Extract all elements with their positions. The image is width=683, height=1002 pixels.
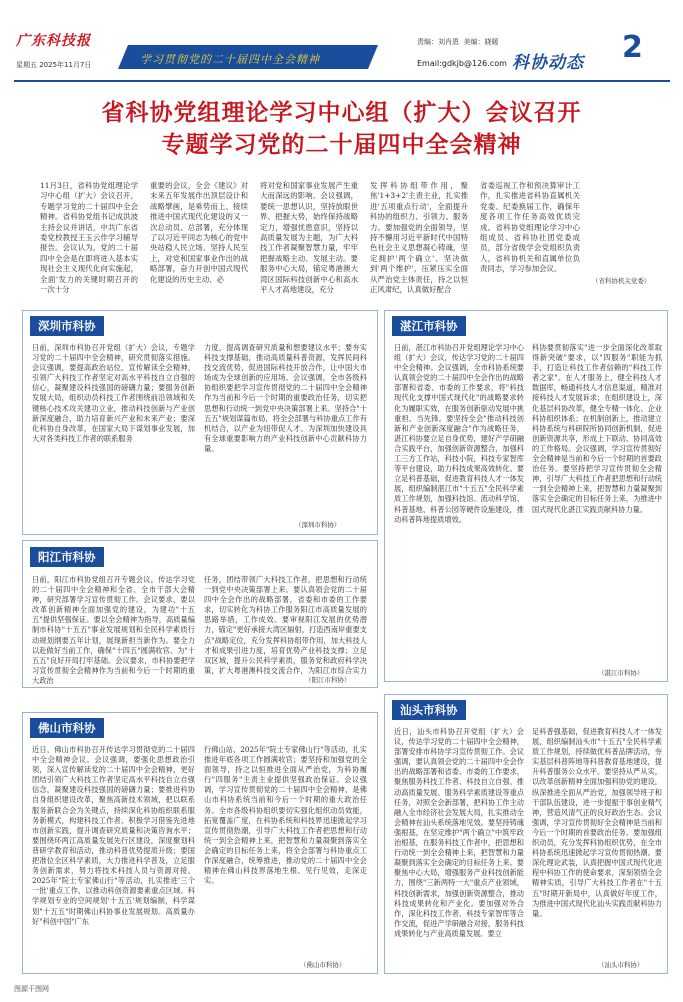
shantou-title: 汕头市科协 [392, 700, 466, 720]
lead-column-1: 11月3日，省科协党组理论学习中心组（扩大）会议召开，专题学习党的二十届四中全会精神。省科协党组书记成洪波主持会议并讲话，中共广东省委党校教授王玉云作学习辅导报告。会议认为，党的二十届四中全会是在即将进入基本实现社会主义现代化向实施起，全面'发力的关键时期召开的一次十分 [40, 181, 138, 295]
lead-signature: （省科协机关党委） [592, 277, 651, 285]
image-credit: 图源千图网 [14, 985, 49, 993]
zhanjiang-title: 湛江市科协 [392, 316, 466, 336]
lead-column-4: 发挥科协组带作用，聚焦'1+3+2'主责主业，扎实推进'五项重点行动'，全面提升科协的组织力、引领力、服务力。要加强党的全面领导，坚持不懈用习近平新时代中国特色社会主义思想凝心铸魂，坚定拥护'两个确立'、坚决做到'两个维护'，压紧压实全面从严治党主体责任，持之以恒正风肃纪，认真做好配合 [370, 181, 468, 295]
zhanjiang-text-2: 科协要贯彻落实"进一步全面深化改革取得新突破"要求，以"四服务"职能为抓手，打造让科技工作者信赖的"科技工作者之家"。在人才服务上，健全科技人才数据库，畅通科技人才信息渠道，精准对接科技人才发展诉求；在组织建设上，深化基层科协改革，健全专精一体化、企业科协组织体系；在机制创新上，推动建立科协系统与科研院所协同创新机制，促进创新资源共享，形成上下联动、协同高效的工作格局。会议强调，学习宣传贯彻好全会精神是当前和今后一个时期的首要政治任务。要坚持把学习宣传贯彻全会精神，引导广大科技工作者把思想和行动统一到全会精神上来，把智慧和力量凝聚到落实全会确定的目标任务上来，为推进中国式现代化湛江实践贡献科协力量。 [532, 343, 662, 514]
lead-column-3: 将对党和国家事业发展产生重大而深远的影响。会议强调，要统一思想认识，坚持放眼世界、把握大势，始终保持战略定力，增强忧患意识，坚持以高质量发展为主题，为广大科技工作者凝聚智慧力量，牢牢把握战略主动、发展主动。要服务中心大局，锚定粤港澳大湾区国际科技创新中心和高水平人才高地建设，充分 [260, 181, 358, 295]
page-number: 2 [622, 30, 643, 65]
editor-credits [417, 37, 498, 47]
headline-line-2: 专题学习党的二十届四中全会精神 [161, 132, 522, 158]
contact-email: Email:gdkjb@126.com [417, 59, 507, 68]
shantou-text-1: 近日，汕头市科协召开党组（扩大）会议，传达学习党的二十届四中全会精神，部署安排市科协学习宣传贯彻工作。会议强调，要认真领会党的二十届四中全会作出的战略部署和省委、市委的工作要求，聚焦服务科技工作者、科技自立自强、推动高质量发展、服务科学素质建设等重点任务，对照全会新部署，把科协工作主动融入全市经济社会发展大局，扎实推动全会精神在汕头系统落地见效。要坚持铸魂强根基，在坚定维护"两个确立"中筑牢政治根基，在服务科技工作者中，把思想和行动统一到全会精神上来，把智慧和力量凝聚到落实全会确定的目标任务上来。要聚焦中心大局，增强服务产业科技创新能力，围绕"三新两特一大"重点产业领域，科技创新需求，加强创新资源整合，推动科技成果转化和产业化。要加强对外合作，深化科技工作者、科技专家智库等合作交流，促进产学研融合对接，服务科技成果转化与产业高质量发展。要立 [394, 727, 524, 938]
designer-name: 美编：晓暖 [463, 38, 499, 46]
lead-column-5: 省委巡视工作和预决算审计工作，扎实推进省科协直属机关党委、纪委换届工作，确保年度各项工作任务高效优质完成。省科协党组理论学习中心组成员、省科协社团党委成员，部分省级学会党组织负责人，省科协机关和直属单位负责同志，学习参加会议。 [480, 181, 580, 274]
headline-line-1: 省科协党组理论学习中心组（扩大）会议召开 [101, 100, 582, 126]
zhanjiang-text-1: 日前，湛江市科协召开党组理论学习中心组（扩大）会议，传达学习党的二十届四中全会精神。会议强调，全市科协系统要认真领会党的二十届四中全会作出的战略部署和省委、市委的工作要求，将"科技现代化支撑中国式现代化"的战略要求转化为履职实效，在服务创新驱动发展中挑重担、当先锋。要坚持全会"推动科技创新和产业创新深度融合"作为战略任务，湛江科协要立足自身优势，建好产学研融合实践平台，加强创新资源整合，加强科工三方工作站，科技小院，科技专家智库等平台建设，助力科技成果高效转化。要立足科普基础，促进教育科技人才一体发展，组织编制湛江市"十五五"全民科学素质工作规划，加强科技馆、流动科学馆、科普基地、科普公园等硬件设施建设，推动科普阵地提质增效。 [394, 343, 524, 524]
yangjiang-text-1: 日前，阳江市科协党组召开专题会议，传达学习党的二十届四中全会精神和全省、全市干部大会精神，研究部署学习宣传贯彻工作。会议要求，要以改革创新精神全面加强党的建设，为建功"十五五"提供坚强保证。要以全会精神为指导，高质量编制市科协"十五五"事业发展规划和全民科学素质行动规划纲要五年计划，展现新担当新作为。要全力以赴做好当前工作，确保"十四五"圆满收官、为"十五五"良好开局打牢基础。会议要求，市科协要把学习宣传贯彻全会精神作为当前和今后一个时期的重大政治 [32, 575, 195, 685]
section-name: 科协动态 [512, 53, 584, 73]
foshan-signature: （佛山市科协） [300, 961, 346, 969]
shenzhen-text-2: 力度，提高调查研究质量和想要建议水平；要夯实科技支撑基础，推动高质量科普资源，发挥民间科技交流优势，促进国际科技开放合作，让中国大市场成为全球创新的应用场。会议强调，全市各级科协组织要把学习宣传贯彻党的二十届四中全会精神作为当前和今后一个时期的重要政治任务，切实把思想和行动统一到党中央决策部署上来。坚持合"十五五"规划谋篇布局，将全会部署与科协重点工作有机结合，以产业为纽带促人才、为深圳加快建设具有全球重要影响力的产业科技创新中心贡献科协力量。 [204, 343, 367, 453]
shenzhen-text-1: 日前，深圳市科协召开党组（扩大）会议，专题学习党的二十届四中全会精神，研究贯彻落实措施。会议强调，要提高政治站位，宣传解读全会精神，引领广大科技工作者坚定对高水平科技自立自强的信心，凝聚建设科技强国的磅礴力量；要服务创新发展大局，组织动员科技工作者围绕前沿领域和关键核心技术攻关建功立业，推动科技创新与产业创新深度融合，助力培育新兴产业和未来产业；要深化科协自身改革，在国家大局下谋划事业发展，加大对各类科技工作者的联系服务 [32, 343, 195, 443]
shantou-signature: （汕头市科协） [598, 961, 644, 969]
foshan-title: 佛山市科协 [30, 718, 104, 738]
zhanjiang-signature: （湛江市科协） [598, 669, 644, 677]
editor-name: 责编：刘肖恩 [417, 38, 459, 46]
newspaper-logo: 广东科技报 [16, 33, 91, 49]
theme-text: 学习贯彻党的二十届四中全会精神 [140, 53, 320, 66]
shenzhen-signature: （深圳市科协） [295, 521, 341, 529]
shenzhen-title: 深圳市科协 [30, 316, 104, 336]
lead-column-2: 重要的会议，全会《建议》对未来五年发展作出顶层设计和战略擘画，是乘势而上、接续推进中国式现代化建设的又一次总动员、总部署，充分体现了以习近平同志为核心的党中央站稳人民立场、坚持人民至上，对党和国家事业作出的战略部署，奋力开创中国式现代化建设的历史主动、必 [150, 181, 248, 284]
yangjiang-title: 阳江市科协 [30, 547, 104, 567]
issue-date: 星期五 2025年11月7日 [16, 61, 92, 69]
shantou-text-2: 足科普强基础，促进教育科技人才一体发展，组织编制汕头市"十五五"全民科学素质工作规划，持续做优科普品牌活动，夯实基层科普阵地等科普教育基地建设，提升科普服务公众水平。要坚持从严从实，以改革创新精神全面加强科协党的建设，纵深推进全面从严治党，加强领导班子和干部队伍建设，进一步提振干事创业精气神，营造风清气正的良好政治生态。会议强调，学习宣传贯彻好全会精神是当前和今后一个时期的首要政治任务。要加强组织动员，充分发挥科协组织优势，在全市科协系统迅速掀起学习宣传贯彻热潮。要深化理论武装，认真把握中国式现代化进程中科协工作的使命要求，深刻领悟全会精神实质，引导广大科技工作者在"十五五"时期开新局中，认真做好年度工作，为推进中国式现代化汕头实践贡献科协力量。 [532, 727, 662, 918]
masthead-rule [14, 80, 670, 82]
foshan-text-2: 行佛山站、2025年"院士专家佛山行"等活动，扎实推进年底各项工作圆满收官；要坚持和加强党的全面领导，持之以恒推进全面从严治党，为科协履行"四服务"主责主业提供坚强政治保证。会议强调，学习宣传贯彻党的二十届四中全会精神，是佛山市科协系统当前和今后一个时期的重大政治任务。全市各级科协组织要切实强化组织动员效能，拓宽覆盖广度，在科协系统和科技界迅速掀起学习宣传贯彻热潮，引导广大科技工作者把思想和行动统一到全会精神上来，把智慧和力量凝聚到落实全会确定的目标任务上来，将全会部署与科协重点工作深度融合，统筹推进，推动党的二十届四中全会精神在佛山科技界落地生根、见行见效，走深走实。 [204, 745, 367, 886]
yangjiang-text-2: 任务，团结带领广大科技工作者，把思想和行动统一到党中央决策部署上来。要认真领会党的二十届四中全会作出的战略部署，省委和市委的工作要求，切实转化为科协工作服务阳江市高质量发展的思路举措，工作成效。要审视阳江发展的优势潜力，锚定"更好承接大湾区辐射，打造西南岸重要支点"战略定位，充分发挥科协组带作用，加大科技人才和成果引进力度，培育优势产业科技支撑；立足双区域，提升公民科学素质，服务党和政府科学决策，扩大粤港澳科技交流合作，为阳江市综合实力 [204, 575, 367, 675]
foshan-text-1: 近日，佛山市科协召开传达学习贯彻党的二十届四中全会精神会议。会议强调，要强化思想政治引领，深入宣传解读党的二十届四中全会精神，更好团结引领广大科技工作者坚定高水平科技自立自强信念，凝聚建设科技强国的磅礴力量；要推进科协自身组织建设改革，聚焦高新技术领域，把以联系服务新联合会为关键点，持续深化科协组织联系服务新模式，构建科技工作者。积极学习借鉴先进地市创新实践，提升调查研究质量和决策咨询水平；要围绕环两江高质量发展先行区建设，深度聚划科普研学教育和活动，推动科普优势提质升级；要国把准位全区科学素质，大力推进科学普及，立足服务创新需求，努力将技术科技人员与资源对接。2025年"院士专家佛山行"等活动，扎实推进'三个一批'重点工作，以推动科创资源要素重点区域、科学规划专业的空间规划'十五五'规划编制，科学谋划"十五五"时期佛山科协事业发展规划。高质量办好"科创中国"广东 [32, 745, 195, 926]
yangjiang-signature: （阳江市科协） [305, 676, 351, 684]
